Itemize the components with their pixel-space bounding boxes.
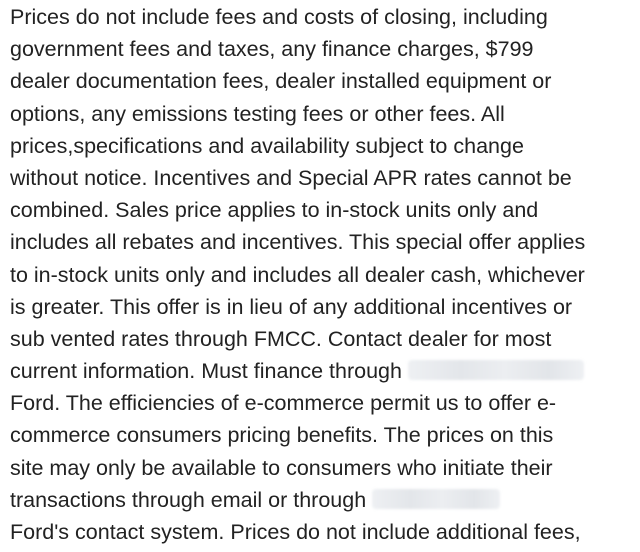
disclaimer-line-text: current information. Must finance through: [10, 359, 402, 384]
disclaimer-line: is greater. This offer is in lieu of any additional incentives or: [10, 294, 573, 319]
disclaimer-line: Ford. The efficiencies of e-commerce permit us to offer e-: [10, 391, 557, 416]
disclaimer-line: combined. Sales price applies to in-stock units only and: [10, 198, 539, 223]
disclaimer-text: [10, 1, 640, 548]
disclaimer-line: to in-stock units only and includes all dealer cash, whichever: [10, 262, 585, 287]
disclaimer-line-text: transactions through email or through: [10, 487, 367, 512]
disclaimer-line: Ford's contact system. Prices do not include additional fees,: [10, 520, 581, 544]
disclaimer-line: Prices do not include fees and costs of closing, including: [10, 5, 548, 29]
disclaimer-line: site may only be available to consumers who initiate their: [10, 455, 553, 480]
disclaimer-line: prices,specifications and availability subject to change: [10, 133, 524, 158]
disclaimer-line-with-redaction: [10, 484, 640, 516]
redacted-dealer-name: [372, 489, 500, 509]
disclaimer-line: includes all rebates and incentives. This special offer applies: [10, 230, 586, 255]
disclaimer-line: dealer documentation fees, dealer installed equipment or: [10, 69, 552, 94]
disclaimer-line: options, any emissions testing fees or other fees. All: [10, 101, 505, 126]
disclaimer-line-with-redaction: [10, 355, 640, 387]
redacted-dealer-name: [408, 360, 584, 380]
disclaimer-line: sub vented rates through FMCC. Contact dealer for most: [10, 326, 552, 351]
disclaimer-line: commerce consumers pricing benefits. The prices on this: [10, 423, 554, 448]
disclaimer-line: without notice. Incentives and Special APR rates cannot be: [10, 165, 572, 190]
disclaimer-line: government fees and taxes, any finance charges, $799: [10, 37, 534, 62]
